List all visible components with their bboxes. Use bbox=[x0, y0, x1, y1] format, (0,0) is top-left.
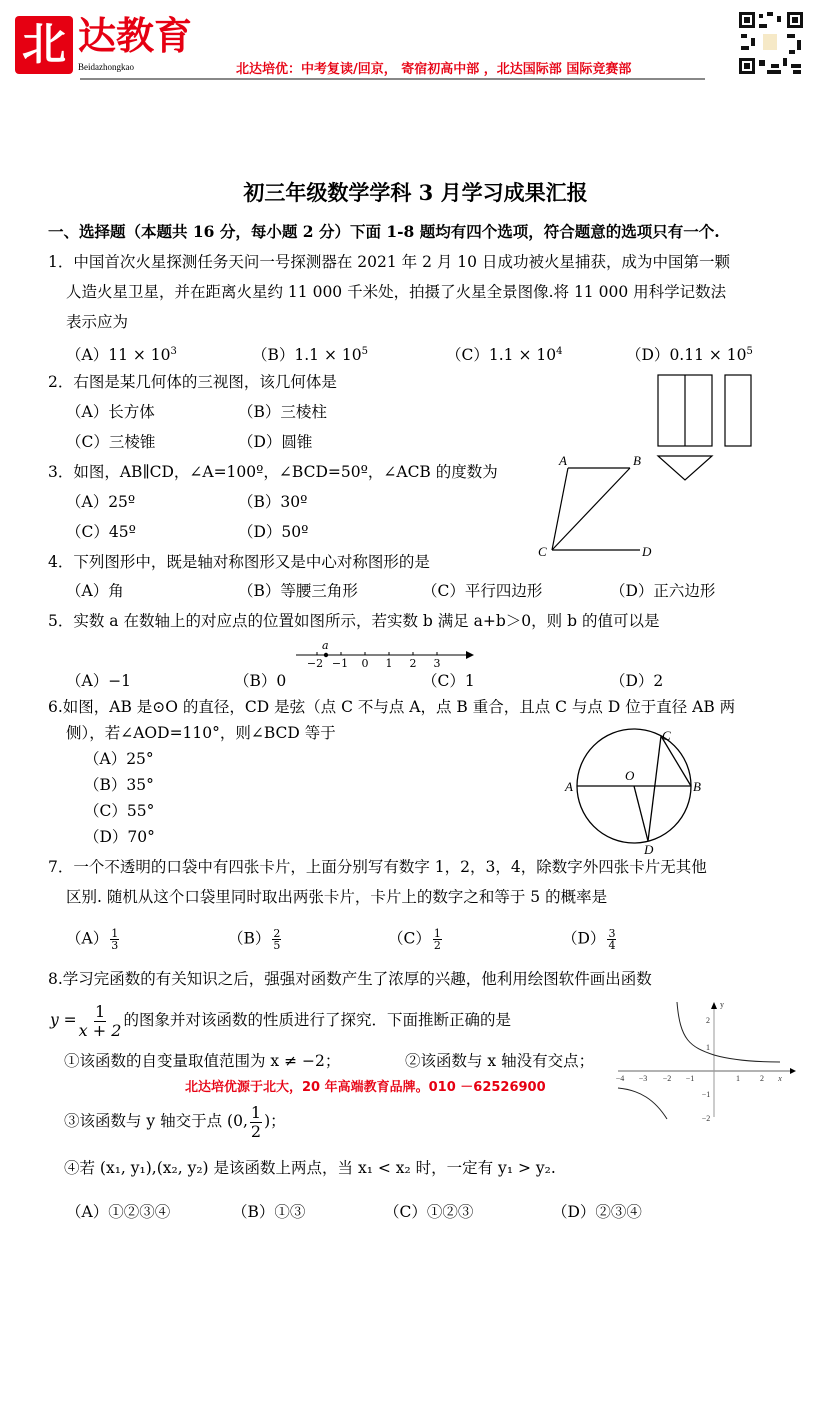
q1-line: 表示应为 bbox=[66, 313, 129, 331]
q8-option-b[interactable]: （B）①③ bbox=[232, 1203, 306, 1221]
q7-option-b[interactable]: （B） $\frac{2}{5}$ bbox=[228, 927, 281, 952]
svg-text:3: 3 bbox=[433, 657, 441, 670]
svg-text:0: 0 bbox=[361, 657, 369, 670]
q5-text: 5．实数 a 在数轴上的对应点的位置如图所示，若实数 b 满足 a+b＞0，则 b 的值可以是 bbox=[48, 612, 660, 630]
q8-statement-1: ①该函数的自变量取值范围为 x ≠ −2； bbox=[64, 1052, 341, 1070]
header-divider bbox=[80, 78, 705, 80]
q3-text: 3．如图，AB∥CD，∠A=100º，∠BCD=50º，∠ACB 的度数为 bbox=[48, 463, 498, 481]
svg-text:1: 1 bbox=[736, 1074, 740, 1083]
svg-text:−1: −1 bbox=[331, 657, 349, 670]
svg-text:−1: −1 bbox=[685, 1074, 695, 1083]
parallel-lines-figure bbox=[530, 450, 660, 565]
q8-formula-line: y = $\frac{1}{x + 2}$ 的图象并对该函数的性质进行了探究．下面推断正确的是 bbox=[50, 1001, 511, 1040]
q5-option-c[interactable]: （C）1 bbox=[422, 672, 475, 690]
function-graph bbox=[610, 995, 800, 1125]
q1-line: 人造火星卫星，并在距离火星约 11 000 千米处，拍摄了火星全景图像.将 11 000 用科学记数法 bbox=[66, 283, 727, 301]
q3-option-d[interactable]: （D）50º bbox=[238, 523, 309, 541]
qr-code-icon bbox=[737, 10, 805, 76]
svg-text:B: B bbox=[693, 779, 701, 794]
q3-option-c[interactable]: （C）45º bbox=[66, 523, 136, 541]
q6-option-b[interactable]: （B）35° bbox=[84, 776, 154, 794]
q1-option-d[interactable]: $(D)0.11 \times 10^5$ bbox=[626, 346, 753, 365]
q8-line: 8.学习完函数的有关知识之后，强强对函数产生了浓厚的兴趣，他利用绘图软件画出函数 bbox=[48, 970, 652, 988]
q4-option-b[interactable]: （B）等腰三角形 bbox=[238, 582, 358, 600]
svg-text:−1: −1 bbox=[701, 1090, 711, 1099]
logo-text: 达教育 bbox=[78, 13, 193, 58]
svg-text:2: 2 bbox=[409, 657, 417, 670]
point-label: A bbox=[559, 453, 567, 468]
point-label: C bbox=[538, 544, 547, 559]
q2-option-c[interactable]: （C）三棱锥 bbox=[66, 433, 156, 451]
q8-option-a[interactable]: （A）①②③④ bbox=[66, 1203, 171, 1221]
q5-option-b[interactable]: （B）0 bbox=[234, 672, 287, 690]
logo-subtitle: Beidazhongkao bbox=[78, 62, 134, 72]
svg-text:−4: −4 bbox=[615, 1074, 625, 1083]
svg-text:2: 2 bbox=[706, 1016, 710, 1025]
q1-option-a[interactable]: $(A)11 \times 10^3$ bbox=[66, 346, 177, 365]
svg-text:C: C bbox=[662, 728, 671, 743]
q1-line: 1．中国首次火星探测任务天问一号探测器在 2021 年 2 月 10 日成功被火星捕获，成为中国第一颗 bbox=[48, 253, 730, 271]
q7-option-a[interactable]: （A） $\frac{1}{3}$ bbox=[66, 927, 119, 952]
svg-text:y: y bbox=[720, 1000, 724, 1009]
q3-option-a[interactable]: （A）25º bbox=[66, 493, 136, 511]
q2-text: 2．右图是某几何体的三视图，该几何体是 bbox=[48, 373, 337, 391]
q1-option-b[interactable]: $(B)1.1 \times 10^5$ bbox=[252, 346, 368, 365]
number-line-figure bbox=[290, 636, 475, 670]
svg-text:2: 2 bbox=[760, 1074, 764, 1083]
q5-option-d[interactable]: （D）2 bbox=[610, 672, 664, 690]
q8-option-c[interactable]: （C）①②③ bbox=[384, 1203, 474, 1221]
watermark: 北达培优源于北大，20 年高端教育品牌。010 －62526900 bbox=[185, 1080, 546, 1095]
q8-statement-2: ②该函数与 x 轴没有交点； bbox=[405, 1052, 595, 1070]
header-slogan: 北达培优：中考复读/回京， 寄宿初高中部 ，北达国际部 国际竞赛部 bbox=[236, 62, 632, 77]
q4-text: 4．下列图形中，既是轴对称图形又是中心对称图形的是 bbox=[48, 553, 430, 571]
q2-option-d[interactable]: （D）圆锥 bbox=[238, 433, 313, 451]
point-label: a bbox=[322, 639, 329, 652]
q4-option-a[interactable]: （A）角 bbox=[66, 582, 124, 600]
q2-option-a[interactable]: （A）长方体 bbox=[66, 403, 155, 421]
svg-text:1: 1 bbox=[385, 657, 393, 670]
q8-option-d[interactable]: （D）②③④ bbox=[552, 1203, 642, 1221]
q2-option-b[interactable]: （B）三棱柱 bbox=[238, 403, 327, 421]
point-label: D bbox=[642, 544, 652, 559]
q8-statement-4: ④若 (x₁, y₁),(x₂, y₂) 是该函数上两点，当 x₁ < x₂ 时，一定有 y₁ > y₂. bbox=[64, 1159, 556, 1177]
svg-text:−2: −2 bbox=[662, 1074, 672, 1083]
svg-text:x: x bbox=[778, 1074, 782, 1083]
logo-char: 北 bbox=[22, 19, 66, 70]
svg-text:D: D bbox=[644, 842, 654, 857]
q6-option-c[interactable]: （C）55° bbox=[84, 802, 155, 820]
q7-option-d[interactable]: （D） $\frac{3}{4}$ bbox=[562, 927, 616, 952]
circle-figure bbox=[560, 722, 710, 857]
q7-line: 区别. 随机从这个口袋里同时取出两张卡片，卡片上的数字之和等于 5 的概率是 bbox=[66, 888, 608, 906]
page-title: 初三年级数学学科 3 月学习成果汇报 bbox=[243, 180, 588, 205]
q1-option-c[interactable]: $(C)1.1 \times 10^4$ bbox=[446, 346, 563, 365]
svg-text:A: A bbox=[565, 779, 573, 794]
q3-option-b[interactable]: （B）30º bbox=[238, 493, 308, 511]
three-views-figure bbox=[650, 370, 760, 485]
svg-text:−2: −2 bbox=[701, 1114, 711, 1123]
svg-text:1: 1 bbox=[706, 1043, 710, 1052]
section-heading: 一、选择题（本题共 16 分，每小题 2 分）下面 1-8 题均有四个选项，符合题意的选项只有一个. bbox=[48, 222, 720, 241]
svg-text:−3: −3 bbox=[638, 1074, 648, 1083]
q8-statement-3: ③该函数与 y 轴交于点 (0, $\frac{1}{2}$ )； bbox=[64, 1102, 286, 1141]
q5-option-a[interactable]: （A）−1 bbox=[66, 672, 132, 690]
svg-text:O: O bbox=[625, 768, 635, 783]
q6-option-a[interactable]: （A）25° bbox=[84, 750, 154, 768]
q7-line: 7．一个不透明的口袋中有四张卡片，上面分别写有数字 1，2，3，4，除数字外四张卡片无其他 bbox=[48, 858, 707, 876]
point-label: B bbox=[633, 453, 641, 468]
q4-option-c[interactable]: （C）平行四边形 bbox=[422, 582, 543, 600]
svg-text:−2: −2 bbox=[306, 657, 324, 670]
q6-line: 侧），若∠AOD=110°，则∠BCD 等于 bbox=[66, 724, 336, 742]
q7-option-c[interactable]: （C） $\frac{1}{2}$ bbox=[388, 927, 441, 952]
q6-option-d[interactable]: （D）70° bbox=[84, 828, 155, 846]
q6-line: 6.如图，AB 是⊙O 的直径，CD 是弦（点 C 不与点 A，点 B 重合，且点 C 与点 D 位于直径 AB 两 bbox=[48, 698, 736, 716]
q4-option-d[interactable]: （D）正六边形 bbox=[610, 582, 716, 600]
